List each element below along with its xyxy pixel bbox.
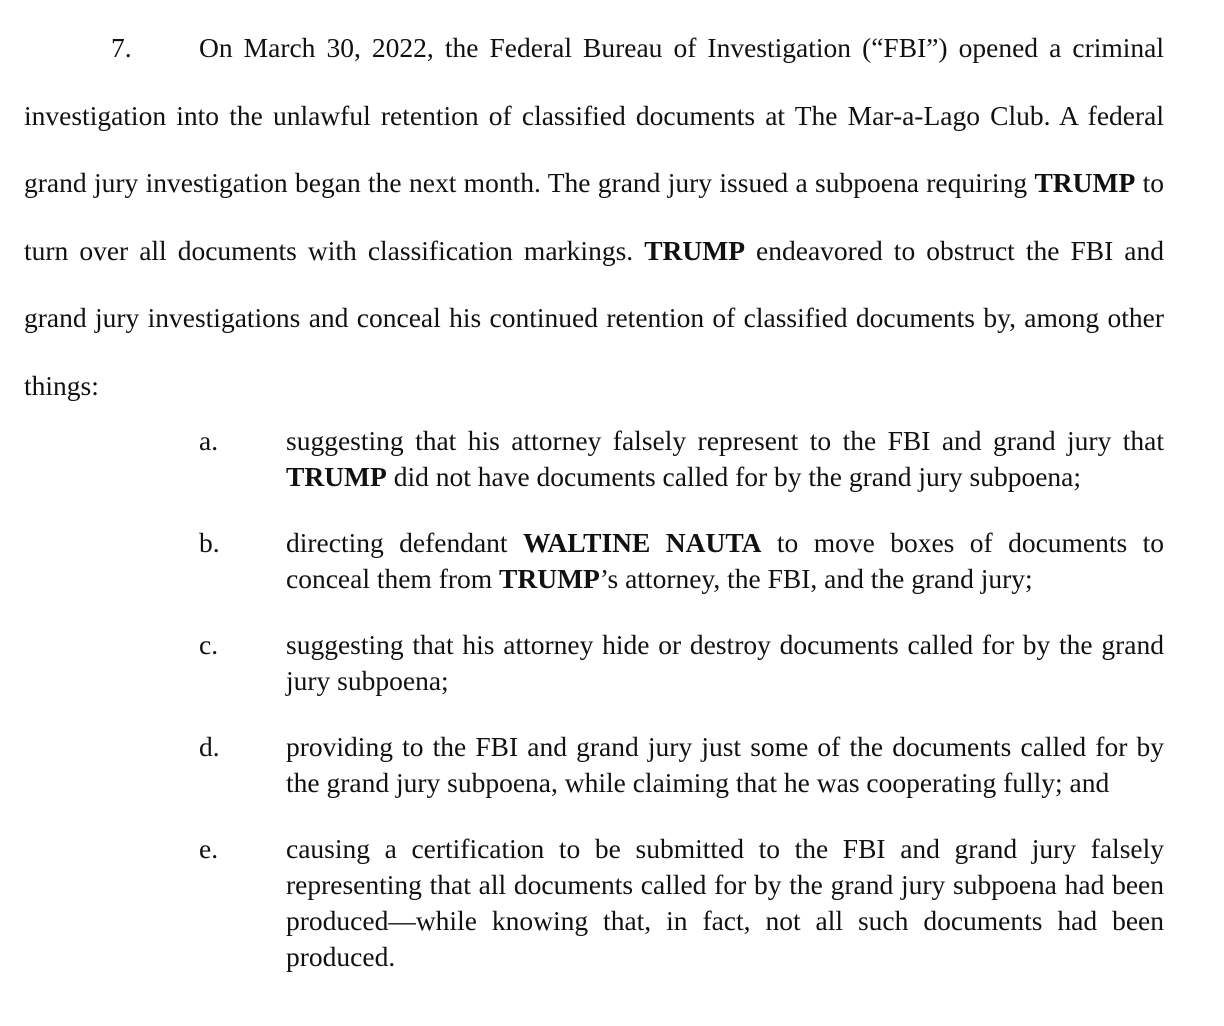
item-letter: e.: [199, 833, 219, 864]
item-letter: b.: [199, 527, 220, 558]
list-item-c: [24, 627, 1164, 699]
item-segment: ’s attorney, the FBI, and the grand jury;: [599, 563, 1033, 594]
defendant-name: TRUMP: [644, 234, 746, 266]
paragraph-number: 7.: [111, 32, 132, 63]
list-item-e: [24, 831, 1164, 975]
item-text: [286, 525, 1164, 597]
item-segment: directing defendant: [286, 527, 523, 558]
list-item-b: [24, 525, 1164, 597]
list-item-a: [24, 423, 1164, 495]
item-segment: to move boxes of documents to conceal them from: [286, 527, 1165, 594]
item-text: [286, 627, 1164, 699]
item-text: [286, 729, 1164, 801]
item-segment: suggesting that his attorney hide or destroy documents called for by the grand jury subpoena;: [286, 629, 1164, 696]
sub-item-list: [24, 423, 1164, 1005]
document-page: [24, 14, 1165, 972]
paragraph-7: [24, 14, 1164, 419]
paragraph-segment: endeavored to obstruct the FBI and grand jury investigations and conceal his continued retention of classified documents by, among other things:: [24, 234, 1164, 401]
item-text: [286, 423, 1164, 495]
item-letter: c.: [199, 629, 219, 660]
item-letter: d.: [199, 731, 220, 762]
defendant-name: WALTINE NAUTA: [522, 527, 762, 558]
defendant-name: TRUMP: [286, 461, 387, 492]
item-segment: causing a certification to be submitted to the FBI and grand jury falsely representing that all documents called for by the grand jury subpoena had been produced—while knowing that, in fact, not all such documents had been produced.: [286, 833, 1164, 972]
paragraph-segment: to turn over all documents with classification markings.: [24, 167, 1165, 266]
item-letter: a.: [199, 425, 219, 456]
item-segment: providing to the FBI and grand jury just some of the documents called for by the grand jury subpoena, while claiming that he was cooperating fully; and: [286, 731, 1164, 798]
item-segment: suggesting that his attorney falsely represent to the FBI and grand jury that: [286, 425, 1164, 456]
paragraph-segment: On March 30, 2022, the Federal Bureau of Investigation (“FBI”) opened a criminal investigation into the unlawful retention of classified documents at The Mar-a-Lago Club. A federal grand jury investigation began the next month. The grand jury issued a subpoena requiring: [24, 32, 1164, 198]
list-item-d: [24, 729, 1164, 801]
item-segment: did not have documents called for by the grand jury subpoena;: [386, 461, 1082, 492]
defendant-name: TRUMP: [1034, 167, 1136, 198]
item-text: [286, 831, 1164, 975]
defendant-name: TRUMP: [499, 563, 600, 594]
